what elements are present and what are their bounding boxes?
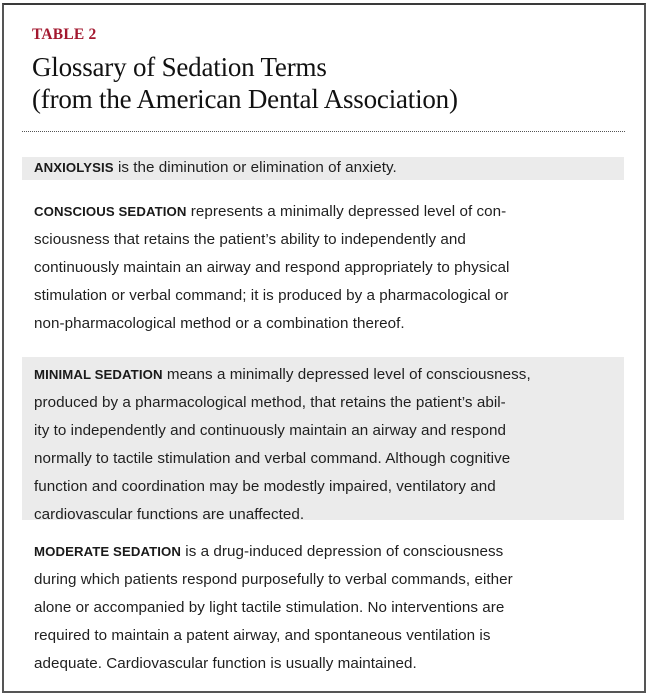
glossary-entry-moderate-sedation [22,538,624,678]
entry-line [34,157,614,179]
title-line-1: Glossary of Sedation Terms [32,52,327,82]
definition-text: adequate. Cardiovascular function is usually maintained. [34,655,417,672]
glossary-term: ANXIOLYSIS [34,160,114,175]
definition-text: represents a minimally depressed level of con- [186,203,507,220]
definition-text: non-pharmacological method or a combination thereof. [34,315,405,332]
entry-line [34,538,614,566]
glossary-term: CONSCIOUS SEDATION [34,204,187,219]
definition-text: required to maintain a patent airway, and spontaneous ventilation is [34,627,491,644]
definition-text: normally to tactile stimulation and verbal command. Although cognitive [34,450,511,467]
glossary-term: MODERATE SEDATION [34,544,182,559]
definition-text: alone or accompanied by light tactile stimulation. No interventions are [34,599,505,616]
entry-line [34,361,614,389]
definition-text: function and coordination may be modestly impaired, ventilatory and [34,478,496,495]
glossary-entry-minimal-sedation [22,357,624,523]
definition-text: is the diminution or elimination of anxiety. [113,159,397,176]
glossary-entry-conscious-sedation [22,198,624,338]
definition-text: produced by a pharmacological method, that retains the patient’s abil- [34,394,506,411]
definition-text: ity to independently and continuously maintain an airway and respond [34,422,506,439]
definition-text: during which patients respond purposefully to verbal commands, either [34,571,513,588]
definition-text: means a minimally depressed level of consciousness, [162,366,531,383]
definition-text: continuously maintain an airway and respond appropriately to physical [34,259,510,276]
table-title [32,51,458,115]
dotted-divider [22,131,625,132]
glossary-term: MINIMAL SEDATION [34,367,163,382]
definition-text: is a drug-induced depression of consciousness [181,543,504,560]
glossary-entry-anxiolysis [22,157,624,180]
entry-line [34,198,614,226]
definition-text: sciousness that retains the patient’s ability to independently and [34,231,466,248]
title-line-2: (from the American Dental Association) [32,84,458,114]
definition-text: cardiovascular functions are unaffected. [34,506,305,523]
definition-text: stimulation or verbal command; it is produced by a pharmacological or [34,287,509,304]
table-label: TABLE 2 [32,26,97,43]
